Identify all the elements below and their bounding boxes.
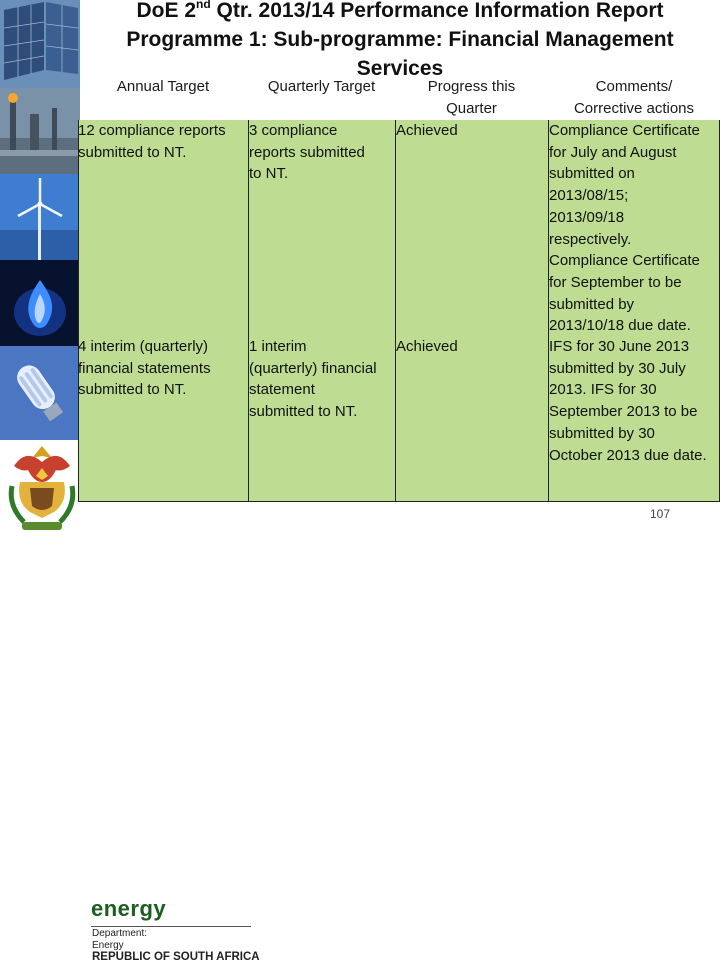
row2-quarterly-target: 1 interim (quarterly) financial statement submitted to NT. [249, 338, 377, 421]
header-comments: Comments/ Corrective actions [573, 78, 695, 117]
refinery-image [0, 88, 80, 174]
row2-comments: IFS for 30 June 2013 submitted by 30 July 2013. IFS for 30 September 2013 to be submitted by 30 October 2013 due date. [549, 338, 707, 464]
solar-panels-image [0, 0, 80, 88]
page-number: 107 [650, 507, 671, 521]
logo-divider [91, 926, 251, 927]
row2-progress: Achieved [396, 338, 458, 355]
footer-area [0, 440, 720, 963]
gas-flame-image [0, 260, 80, 346]
row1-progress: Achieved [396, 122, 458, 139]
row2-annual-target: 4 interim (quarterly) financial statements submitted to NT. [78, 338, 211, 399]
header-annual-target: Annual Target [116, 78, 210, 95]
header-quarterly-target: Quarterly Target [267, 78, 376, 95]
row1-quarterly-target: 3 compliance reports submitted to NT. [249, 122, 365, 183]
title-line-3: Services [356, 57, 444, 80]
row1-annual-target: 12 compliance reports submitted to NT. [78, 122, 226, 161]
decorative-photo-strip [0, 0, 80, 440]
department-name: Energy [92, 940, 124, 951]
wind-turbine-image [0, 174, 80, 260]
row1-comments: Compliance Certificate for July and August submitted on 2013/08/15; 2013/09/18 respectively. Compliance Certificate for September to be submitted by 2013/10/18 due date. [549, 122, 700, 335]
coat-of-arms-icon [6, 442, 78, 534]
department-label: Department: [92, 928, 148, 939]
country-name: REPUBLIC OF SOUTH AFRICA [92, 951, 260, 963]
energy-logo-word: energy [91, 896, 167, 921]
performance-table [78, 70, 720, 502]
title-line-2: Programme 1: Sub-programme: Financial Management [126, 28, 674, 51]
light-bulb-image [0, 346, 80, 440]
title-line-1: DoE 2nd Qtr. 2013/14 Performance Information Report [136, 0, 664, 22]
header-progress: Progress this Quarter [427, 78, 516, 117]
